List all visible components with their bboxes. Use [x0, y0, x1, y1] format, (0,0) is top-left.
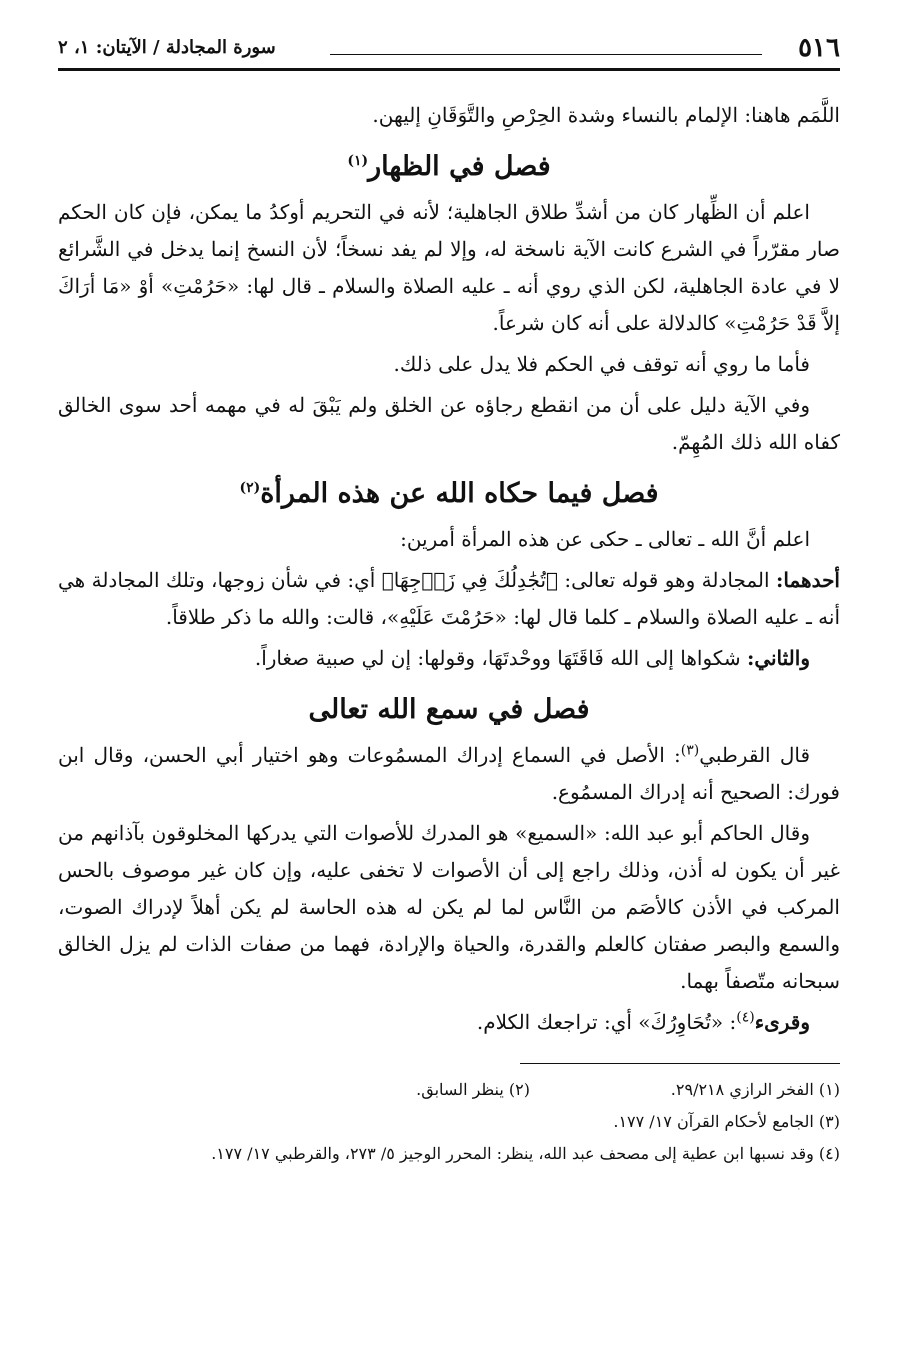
footnote-rule [520, 1063, 840, 1064]
footnote-ref-2: (٢) [239, 480, 261, 496]
paragraph-lamam: اللَّمَم هاهنا: الإلمام بالنساء وشدة الحِرْصِ والتَّوَقَانِ إليهن. [372, 103, 840, 127]
heading-text: فصل فيما حكاه الله عن هذه المرأة [260, 478, 659, 509]
footnote-2: (٢) ينظر السابق. [416, 1080, 530, 1099]
paragraph-second [58, 640, 840, 677]
paragraph-text: : «تُحَاوِرُكَ» أي: تراجعك الكلام. [476, 1010, 737, 1034]
paragraph-text: المجادلة وهو قوله تعالى: ﴿تُجَٰدِلُكَ فِي زَوۡجِهَا﴾ أي: في شأن زوجها، وتلك المجادلة هي أنه ـ عليه الصلاة والسلام ـ كلما قال لها: «حَرُمْتَ عَلَيْهِ»، قالت: والله ما ذكر طلاقاً. [58, 568, 840, 629]
page [58, 28, 840, 1170]
section-heading-zihar [58, 142, 840, 192]
paragraph-zihar: اعلم أن الظِّهار كان من أشدِّ طلاق الجاهلية؛ لأنه في التحريم أوكدُ ما يمكن، فإن كان الحكم صار مقرّراً في الشرع كانت الآية ناسخة له، وإلا لم يفد نسخاً؛ لأن النسخ إنما يدخل في الشَّرائع لا في عادة الجاهلية، لكن الذي روي أنه ـ عليه الصلاة والسلام ـ قال لها: «حَرُمْتِ» أوْ «مَا أرَاكَ إلاَّ قَدْ حَرُمْتِ» كالدلالة على أنه كان شرعاً. [58, 200, 840, 335]
paragraph-text: : الأصل في السماع إدراك المسمُوعات وهو اختيار أبي الحسن، وقال ابن فورك: الصحيح أنه إدراك المسمُوع. [58, 743, 840, 804]
section-heading-woman [58, 469, 840, 519]
running-header [58, 28, 840, 71]
footnote-row [58, 1074, 840, 1106]
footnote-ref-3: (٣) [680, 742, 700, 759]
running-title: سورة المجادلة / الآيتان: ١، ٢ [58, 37, 276, 58]
paragraph-text: شكواها إلى الله فَاقَتَهَا ووحْدتَهَا، وقولها: إن لي صبية صغاراً. [254, 646, 747, 670]
lead-word: وقرىء [754, 1010, 810, 1034]
footnote-1: (١) الفخر الرازي ٢٩/٢١٨. [670, 1080, 840, 1099]
lead-word: والثاني: [746, 646, 810, 670]
footnote-4: (٤) وقد نسبها ابن عطية إلى مصحف عبد الله، ينظر: المحرر الوجيز ٥/ ٢٧٣، والقرطبي ١٧/ ١٧٧. [211, 1144, 840, 1163]
section-heading-hearing [58, 685, 840, 735]
paragraph-amrain: اعلم أنَّ الله ـ تعالى ـ حكى عن هذه المرأة أمرين: [400, 527, 810, 551]
paragraph-hakim: وقال الحاكم أبو عبد الله: «السميع» هو المدرك للأصوات التي يدركها المخلوقون بآذانهم من غير أن يكون له أذن، وذلك راجع إلى أن الأصوات لا تخفى عليه، وإن كان غير موصوف بالحس المركب في الأذن كالأصَم من النَّاس لما لم يكن له هذه الحاسة لم يكن أهلاً لإدراك الصوت، والسمع والبصر صفتان كالعلم والقدرة، والحياة والإرادة، فهما من صفات الذات لم يزل الخالق سبحانه متّصفاً بهما. [58, 821, 840, 993]
paragraph-qurtubi [58, 737, 840, 811]
paragraph-text: قال القرطبي [699, 743, 811, 767]
paragraph-tawaqquf: فأما ما روي أنه توقف في الحكم فلا يدل على ذلك. [393, 352, 810, 376]
lead-word: أحدهما: [775, 568, 840, 592]
heading-text: فصل في الظهار [368, 151, 551, 182]
paragraph-qiraa [58, 1004, 840, 1041]
heading-text: فصل في سمع الله تعالى [308, 694, 590, 725]
page-number: ٥١٦ [798, 33, 840, 63]
paragraph-first [58, 562, 840, 636]
footnote-ref-1: (١) [347, 153, 369, 169]
paragraph-rajaa: وفي الآية دليل على أن من انقطع رجاؤه عن الخلق ولم يَبْقَ له في مهمه أحد سوى الخالق كفاه الله ذلك المُهِمّ. [58, 393, 840, 454]
header-rule [330, 54, 762, 55]
footnote-ref-4: (٤) [736, 1009, 755, 1026]
footnote-3: (٣) الجامع لأحكام القرآن ١٧/ ١٧٧. [613, 1112, 840, 1131]
